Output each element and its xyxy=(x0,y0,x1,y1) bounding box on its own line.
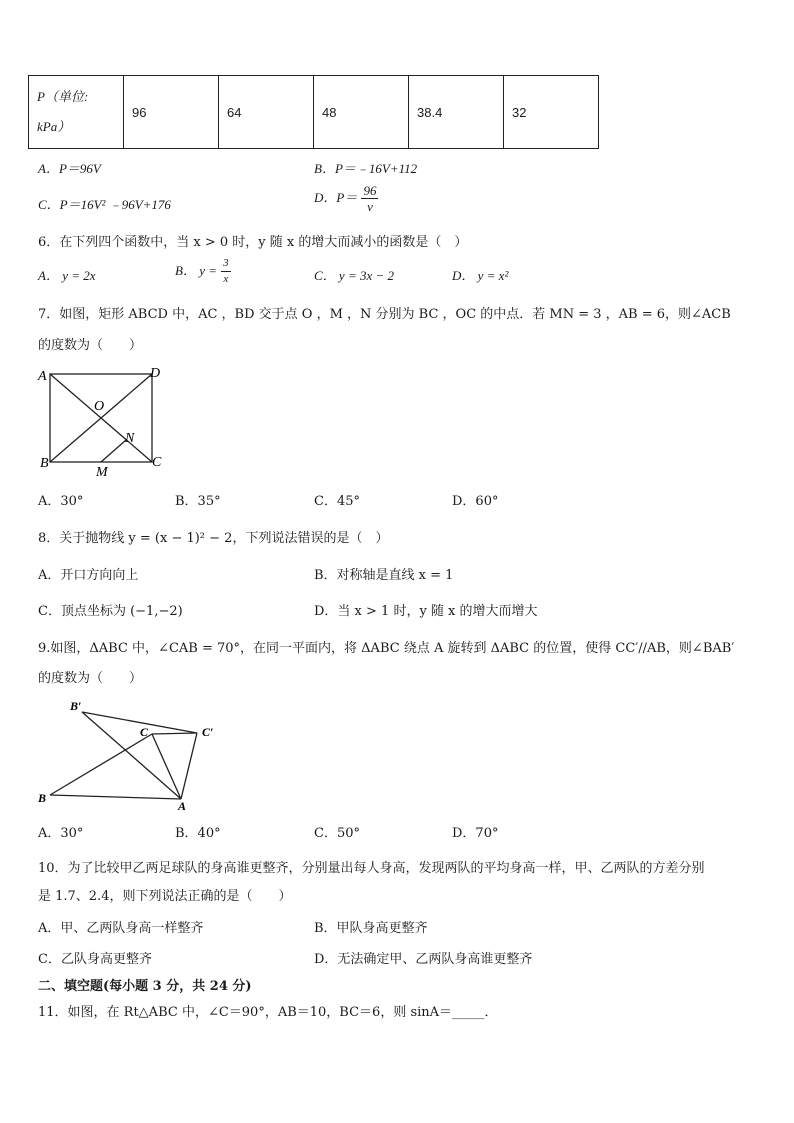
q10-option-c: C．乙队身高更整齐 xyxy=(38,952,152,967)
q5-option-c: C．P＝16V² ﹣96V+176 xyxy=(38,197,171,212)
q11-stem: 11．如图，在 Rt△ABC 中，∠C＝90°，AB＝10，BC＝6，则 sinA＝_____． xyxy=(38,1005,498,1020)
q7-stem-line-2: 的度数为（ ） xyxy=(38,338,143,353)
segment-c-prime-a xyxy=(181,733,197,799)
q9-option-d: D．70° xyxy=(452,826,499,841)
label-c: C xyxy=(140,725,149,739)
q7-option-b: B．35° xyxy=(175,494,221,509)
segment-mn xyxy=(101,440,126,462)
q10-stem-line-1: 10．为了比较甲乙两足球队的身高谁更整齐，分别量出每人身高，发现两队的平均身高一样，甲、乙两队的方差分别 xyxy=(38,861,705,876)
pressure-table xyxy=(28,75,599,149)
label-n: N xyxy=(125,431,135,446)
q7-option-d: D．60° xyxy=(452,494,499,509)
label-c: C xyxy=(152,455,162,470)
q6-option-d: D． y = x² xyxy=(452,268,509,283)
q5-option-d xyxy=(314,183,378,214)
header-line-1: P（单位: xyxy=(37,89,89,104)
label-c-prime: C′ xyxy=(202,725,214,739)
q6-option-c: C． y = 3x − 2 xyxy=(314,268,395,283)
fraction-denominator: x xyxy=(223,273,229,285)
fraction-numerator: 96 xyxy=(363,183,377,198)
q5-option-b: B．P＝﹣16V+112 xyxy=(314,161,418,176)
table-cell: 32 xyxy=(504,76,599,149)
label-m: M xyxy=(96,465,108,480)
section-title: 二、填空题(每小题 3 分，共 24 分) xyxy=(38,979,252,994)
q6-option-b xyxy=(175,256,231,287)
q9-option-b: B．40° xyxy=(175,826,221,841)
q8-option-d: D．当 x > 1 时，y 随 x 的增大而增大 xyxy=(314,604,538,619)
q5-option-d-fraction xyxy=(361,183,378,214)
fraction-denominator: v xyxy=(367,199,373,214)
q6-option-a: A． y = 2x xyxy=(38,268,96,283)
label-a: A xyxy=(178,799,187,812)
q9-stem-line-1: 9.如图，ΔABC 中，∠CAB = 70°，在同一平面内，将 ΔABC 绕点 A 旋转到 ΔABC 的位置，使得 CC′//AB，则∠BAB′ xyxy=(38,641,735,656)
q10-option-b: B．甲队身高更整齐 xyxy=(314,921,428,936)
q7-option-c: C．45° xyxy=(314,494,360,509)
label-d: D xyxy=(150,366,161,381)
table-cell: 64 xyxy=(219,76,314,149)
q6-stem: 6．在下列四个函数中，当 x > 0 时，y 随 x 的增大而减小的函数是（ ） xyxy=(38,235,468,250)
q7-option-a: A．30° xyxy=(38,494,84,509)
label-b-prime: B′ xyxy=(70,699,82,713)
q9-option-c: C．50° xyxy=(314,826,360,841)
segment-b-a xyxy=(50,795,181,799)
q9-option-a: A．30° xyxy=(38,826,84,841)
table-cell: 38.4 xyxy=(409,76,504,149)
header-line-2: kPa） xyxy=(37,119,71,134)
table-cell: 48 xyxy=(314,76,409,149)
q10-option-a: A．甲、乙两队身高一样整齐 xyxy=(38,921,204,936)
q7-stem-line-1: 7．如图，矩形 ABCD 中，AC ，BD 交于点 O ，M ，N 分别为 BC ，OC 的中点．若 MN = 3 ，AB = 6，则∠ACB xyxy=(38,307,731,322)
q5-option-d-prefix: D．P＝ xyxy=(314,190,358,205)
table-cell: 96 xyxy=(124,76,219,149)
label-b: B xyxy=(38,791,47,805)
q8-option-b: B．对称轴是直线 x = 1 xyxy=(314,568,454,583)
q10-option-d: D．无法确定甲、乙两队身高谁更整齐 xyxy=(314,952,533,967)
segment-c-c-prime xyxy=(152,733,197,734)
table-row xyxy=(29,76,599,149)
table-header-cell xyxy=(29,76,124,149)
q8-option-a: A．开口方向向上 xyxy=(38,568,139,583)
q5-option-a: A．P＝96V xyxy=(38,161,101,176)
fraction-numerator: 3 xyxy=(221,256,231,272)
q9-stem-line-2: 的度数为（ ） xyxy=(38,671,143,686)
label-b: B xyxy=(40,456,49,471)
q8-stem: 8．关于抛物线 y = (x − 1)² − 2，下列说法错误的是（ ） xyxy=(38,531,389,546)
segment-c-b xyxy=(50,734,152,795)
label-a: A xyxy=(38,369,47,384)
rotation-figure xyxy=(34,696,224,812)
segment-b-prime-a xyxy=(82,712,181,799)
rectangle-figure xyxy=(34,362,174,480)
q8-option-c: C．顶点坐标为 (−1,−2) xyxy=(38,604,183,619)
q6-option-b-fraction xyxy=(221,256,231,287)
q10-stem-line-2: 是 1.7、2.4，则下列说法正确的是（ ） xyxy=(38,889,292,904)
label-o: O xyxy=(94,399,105,414)
q6-option-b-prefix: B． y = xyxy=(175,263,217,278)
segment-c-a xyxy=(152,734,181,799)
